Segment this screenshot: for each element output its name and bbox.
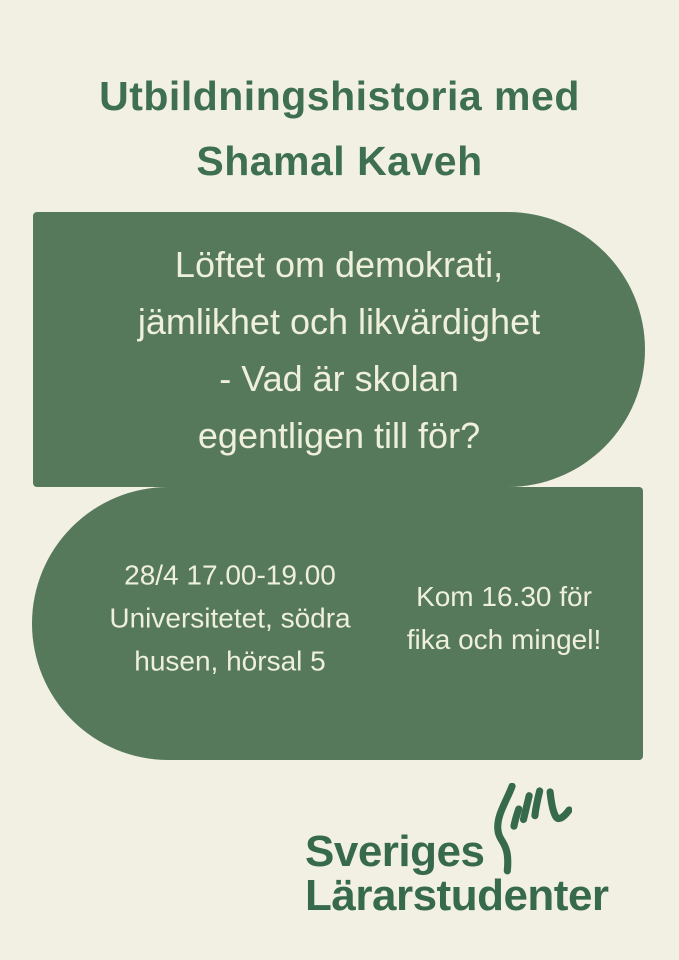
event-title-line1: Utbildningshistoria med [99,73,580,119]
organization-logo [305,827,609,920]
schedule-line: 28/4 17.00-19.00 [124,559,336,590]
topic-line: - Vad är skolan [219,357,459,399]
mingle-line: fika och mingel! [406,623,602,655]
event-title-line2: Shamal Kaveh [196,138,483,184]
mingle-line: Kom 16.30 för [416,580,592,612]
mingle-column [384,575,624,661]
info-block [32,487,643,760]
hand-finger-stroke [535,791,540,816]
hand-finger-stroke [514,809,519,826]
event-title [0,64,679,194]
topic-line: jämlikhet och likvärdighet [137,300,541,342]
logo-name-line1: Sveriges [305,827,485,876]
hand-bent-finger-stroke [550,792,569,819]
schedule-column [60,553,400,682]
logo-name-line2: Lärarstudenter [305,871,609,920]
topic-block [33,212,645,487]
schedule-line: Universitetet, södra [109,602,351,633]
hand-finger-stroke [523,796,529,820]
schedule-line: husen, hörsal 5 [134,645,326,676]
topic-line: egentligen till för? [197,414,481,456]
topic-line: Löftet om demokrati, [174,243,504,285]
